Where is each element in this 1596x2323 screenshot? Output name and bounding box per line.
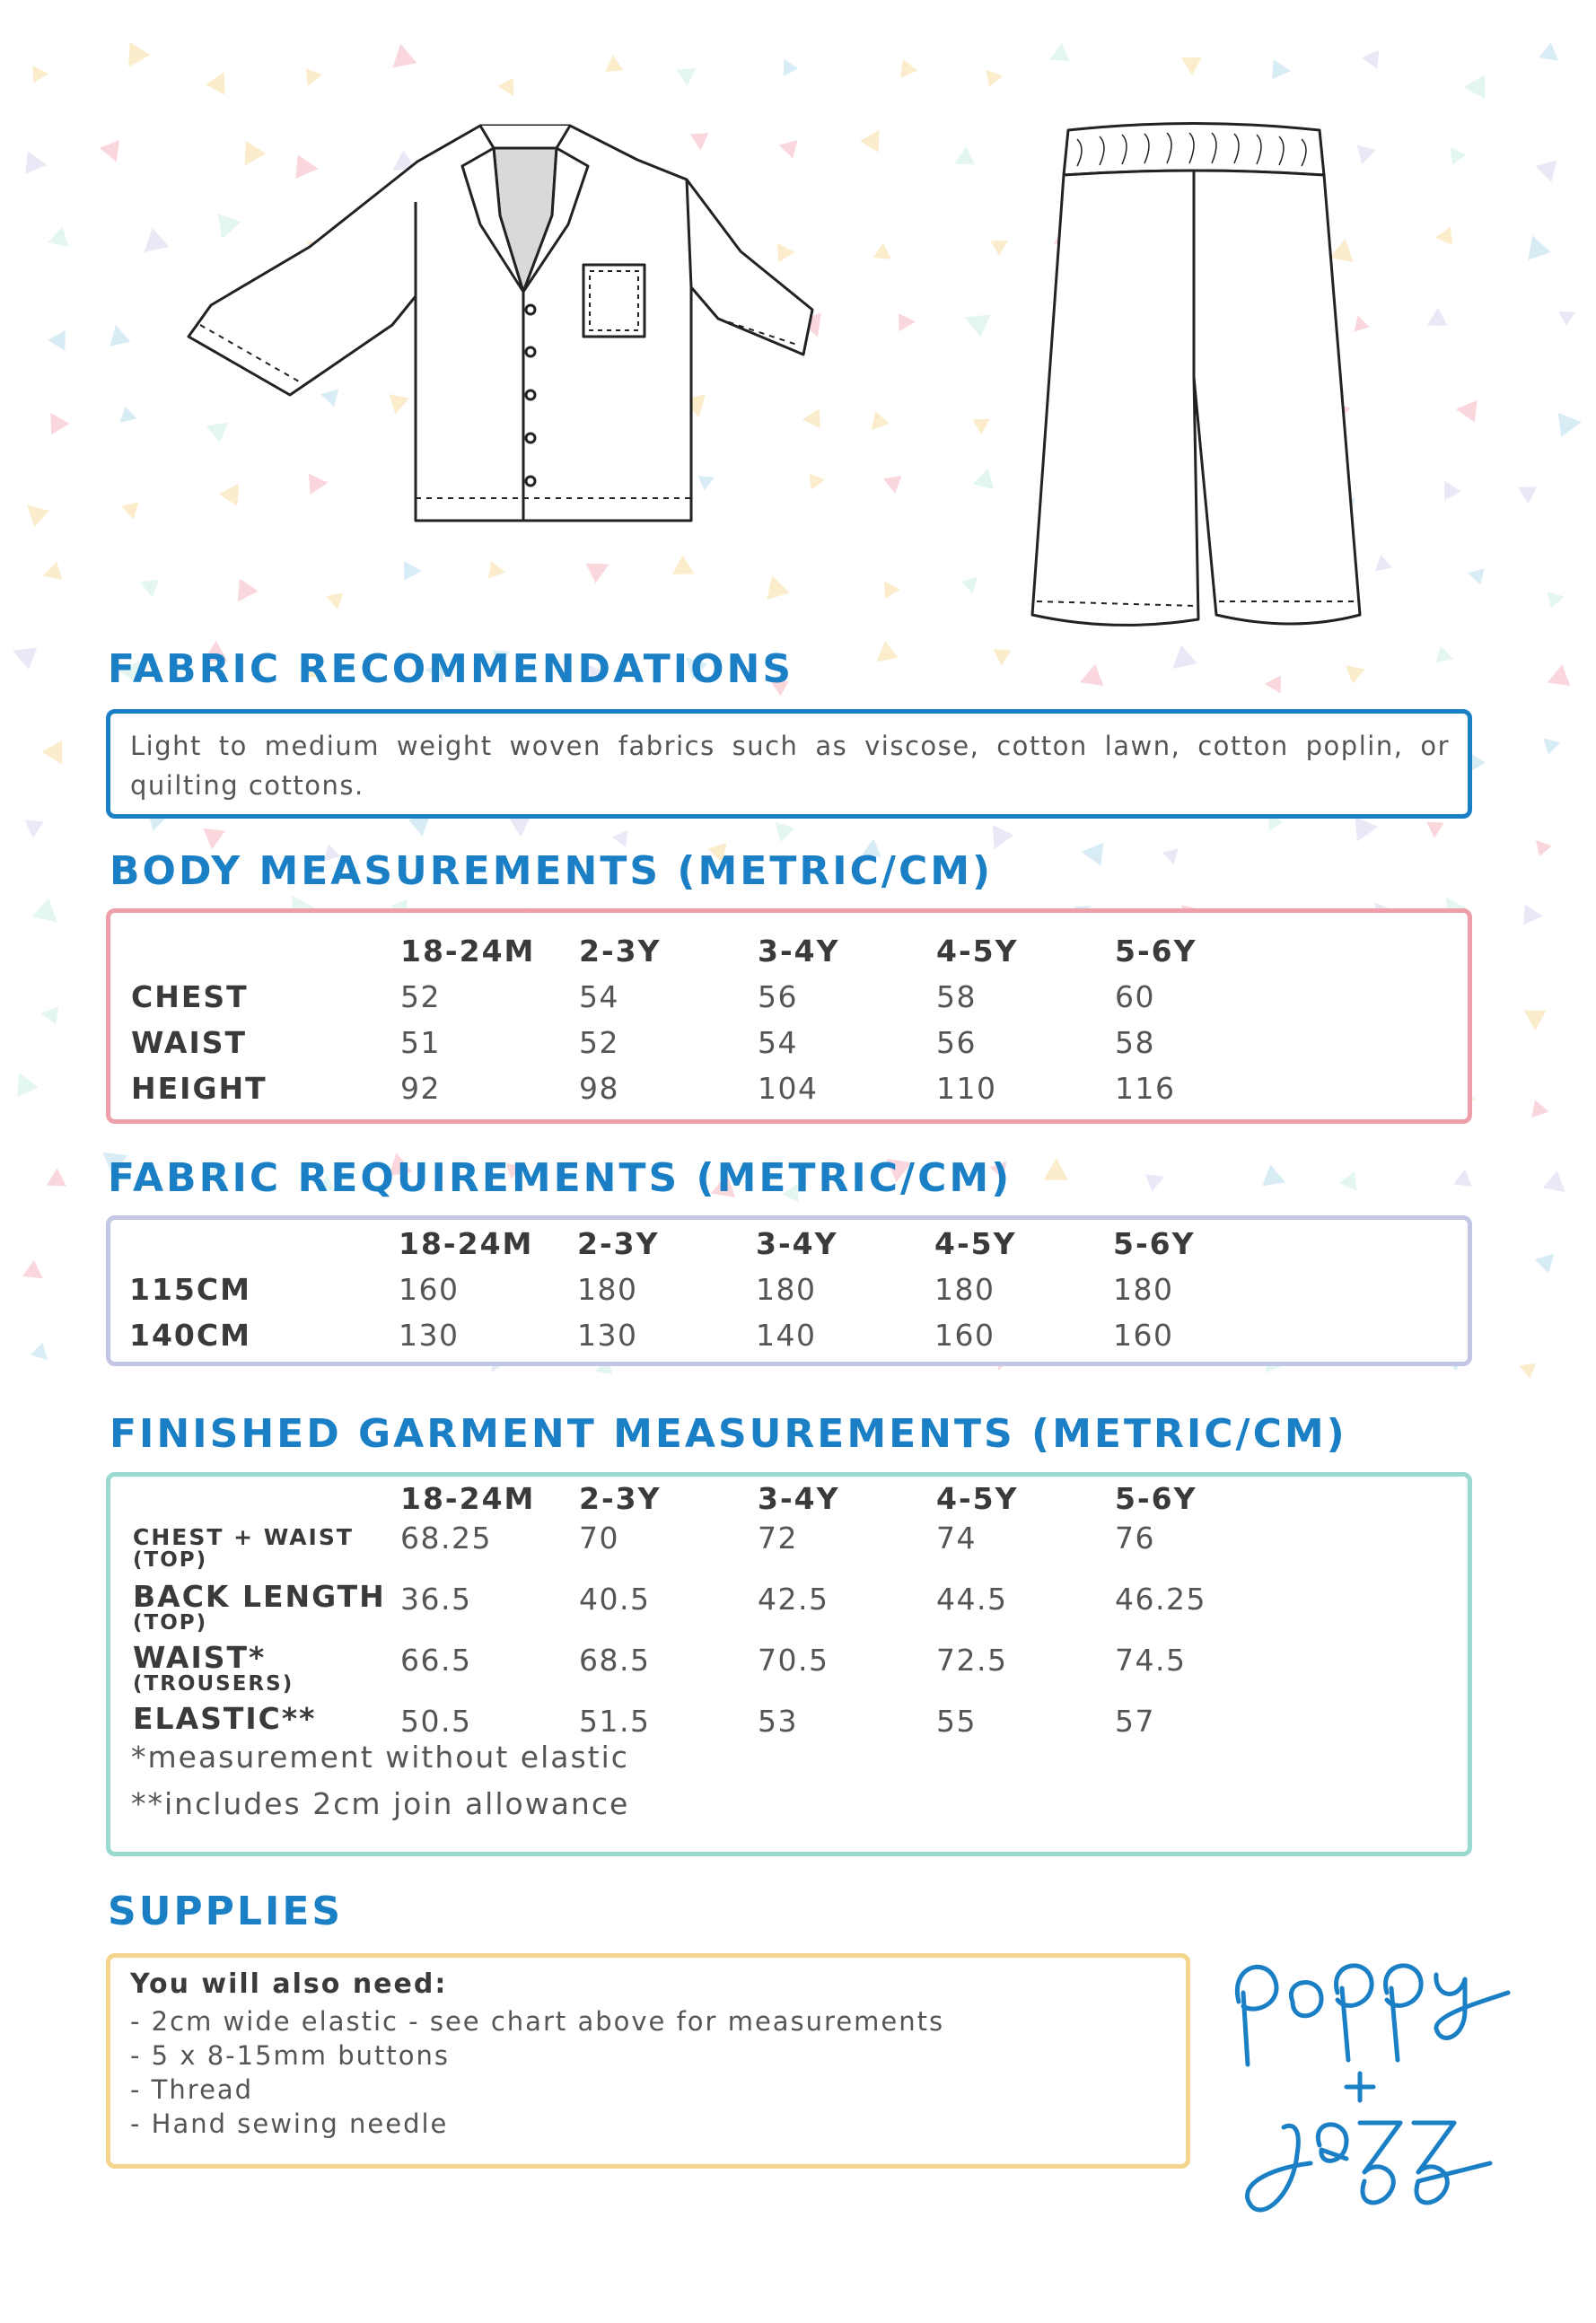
confetti-triangle xyxy=(969,469,994,495)
body-measurements-table xyxy=(131,934,1293,1117)
table-cell: 66.5 xyxy=(400,1643,472,1678)
table-cell: 56 xyxy=(758,979,798,1014)
supplies-box xyxy=(106,1953,1190,2169)
row-label: WAIST xyxy=(131,1025,248,1060)
confetti-triangle xyxy=(1162,848,1182,866)
table-cell: 76 xyxy=(1115,1521,1155,1556)
confetti-triangle xyxy=(508,816,531,837)
confetti-triangle xyxy=(100,140,127,166)
confetti-triangle xyxy=(870,641,899,670)
confetti-triangle xyxy=(136,228,169,262)
confetti-triangle xyxy=(677,60,702,85)
confetti-triangle xyxy=(1181,57,1202,76)
confetti-triangle xyxy=(136,574,159,597)
confetti-triangle xyxy=(1466,565,1484,584)
size-header: 18-24M xyxy=(400,934,536,969)
supplies-item: - 5 x 8-15mm buttons xyxy=(130,2040,451,2071)
confetti-triangle xyxy=(48,325,74,350)
table-cell: 46.25 xyxy=(1115,1582,1206,1617)
confetti-triangle xyxy=(41,741,72,770)
confetti-triangle xyxy=(1425,821,1444,838)
table-cell: 54 xyxy=(579,979,619,1014)
confetti-triangle xyxy=(1361,48,1380,69)
table-cell: 72.5 xyxy=(936,1643,1008,1678)
confetti-triangle xyxy=(1539,42,1564,68)
table-cell: 70.5 xyxy=(758,1643,829,1678)
supplies-list xyxy=(130,2004,944,2141)
header-row xyxy=(131,934,1293,979)
confetti-triangle xyxy=(1044,1158,1068,1180)
confetti-triangle xyxy=(118,497,139,519)
fabric-recommendations-text: Light to medium weight woven fabrics such as viscose, cotton lawn, cotton poplin, or quilting cottons. xyxy=(130,731,1450,801)
confetti-triangle xyxy=(586,555,614,583)
row-label-cell xyxy=(133,1640,400,1704)
row-sublabel: (TOP) xyxy=(133,1611,208,1635)
confetti-triangle xyxy=(40,562,63,585)
table-row xyxy=(133,1521,1293,1582)
size-header: 18-24M xyxy=(399,1226,534,1261)
row-label-cell xyxy=(133,1521,400,1582)
table-cell: 58 xyxy=(1115,1025,1155,1060)
table-row xyxy=(131,1025,1293,1071)
confetti-triangle xyxy=(1436,477,1461,501)
table-cell: 44.5 xyxy=(936,1582,1008,1617)
table-cell: 74 xyxy=(936,1521,977,1556)
finished-garment-title: FINISHED GARMENT MEASUREMENTS (METRIC/CM) xyxy=(110,1411,1347,1457)
confetti-triangle xyxy=(404,561,422,581)
row-label: 115CM xyxy=(129,1272,251,1307)
confetti-triangle xyxy=(1455,398,1478,422)
size-header: 5-6Y xyxy=(1115,1481,1197,1516)
confetti-triangle xyxy=(1265,675,1281,693)
confetti-triangle xyxy=(1435,646,1455,668)
table-cell: 68.25 xyxy=(400,1521,492,1556)
confetti-triangle xyxy=(1145,1168,1168,1191)
table-cell: 42.5 xyxy=(758,1582,829,1617)
confetti-triangle xyxy=(22,1260,48,1287)
confetti-triangle xyxy=(1548,588,1566,608)
confetti-triangle xyxy=(612,825,635,847)
table-cell: 180 xyxy=(934,1272,995,1307)
row-label: BACK LENGTH xyxy=(133,1579,386,1614)
header-blank xyxy=(133,1481,400,1521)
confetti-triangle xyxy=(31,1343,54,1366)
confetti-triangle xyxy=(1543,664,1570,693)
confetti-triangle xyxy=(1521,232,1550,260)
confetti-triangle xyxy=(776,55,798,76)
finished-garment-note-1: *measurement without elastic xyxy=(131,1740,629,1775)
table-cell: 110 xyxy=(936,1071,997,1106)
size-header: 3-4Y xyxy=(758,934,840,969)
confetti-triangle xyxy=(327,592,346,611)
confetti-triangle xyxy=(1531,1100,1550,1120)
size-header: 3-4Y xyxy=(758,1481,840,1516)
table-cell: 160 xyxy=(934,1318,995,1353)
supplies-item: - Thread xyxy=(130,2074,254,2105)
confetti-triangle xyxy=(105,323,130,346)
confetti-triangle xyxy=(1339,1168,1364,1191)
confetti-triangle xyxy=(1534,1247,1561,1274)
size-header: 18-24M xyxy=(400,1481,536,1516)
confetti-triangle xyxy=(41,408,69,435)
confetti-triangle xyxy=(228,579,258,608)
finished-garment-table xyxy=(133,1481,1293,1765)
confetti-triangle xyxy=(45,227,68,252)
row-label: 140CM xyxy=(129,1318,251,1353)
table-cell: 36.5 xyxy=(400,1582,472,1617)
confetti-triangle xyxy=(1370,555,1392,577)
table-cell: 54 xyxy=(758,1025,798,1060)
table-row xyxy=(131,979,1293,1025)
table-cell: 74.5 xyxy=(1115,1643,1187,1678)
table-cell: 160 xyxy=(399,1272,460,1307)
confetti-triangle xyxy=(1422,308,1447,334)
size-header: 4-5Y xyxy=(934,1226,1017,1261)
table-row xyxy=(129,1272,1292,1318)
body-measurements-title: BODY MEASUREMENTS (METRIC/CM) xyxy=(110,848,994,894)
row-sublabel: (TROUSERS) xyxy=(133,1672,294,1696)
confetti-triangle xyxy=(1516,1358,1536,1379)
confetti-triangle xyxy=(877,576,900,599)
table-row xyxy=(133,1643,1293,1704)
confetti-triangle xyxy=(1523,904,1544,926)
confetti-triangle xyxy=(993,649,1012,666)
confetti-triangle xyxy=(1080,840,1103,865)
row-label: CHEST + WAIST xyxy=(133,1524,354,1550)
supplies-heading: You will also need: xyxy=(130,1968,448,2000)
confetti-triangle xyxy=(39,1004,58,1025)
size-header: 2-3Y xyxy=(579,934,662,969)
confetti-triangle xyxy=(488,561,507,581)
table-cell: 130 xyxy=(399,1318,460,1353)
confetti-triangle xyxy=(114,407,136,429)
size-header: 2-3Y xyxy=(577,1226,660,1261)
pyjama-shirt-icon xyxy=(184,117,929,539)
table-cell: 58 xyxy=(936,979,977,1014)
table-cell: 52 xyxy=(579,1025,619,1060)
table-cell: 56 xyxy=(936,1025,977,1060)
table-cell: 55 xyxy=(936,1704,977,1739)
row-label: ELASTIC** xyxy=(133,1701,317,1736)
confetti-triangle xyxy=(961,571,984,593)
confetti-triangle xyxy=(972,419,989,435)
confetti-triangle xyxy=(20,497,49,528)
confetti-triangle xyxy=(1538,732,1561,755)
table-cell: 51 xyxy=(400,1025,441,1060)
size-header: 4-5Y xyxy=(936,1481,1019,1516)
table-cell: 72 xyxy=(758,1521,798,1556)
table-cell: 104 xyxy=(758,1071,819,1106)
confetti-triangle xyxy=(987,67,1004,87)
size-header: 2-3Y xyxy=(579,1481,662,1516)
fabric-requirements-table xyxy=(129,1226,1292,1363)
confetti-triangle xyxy=(1558,410,1583,437)
fabric-recommendations-title: FABRIC RECOMMENDATIONS xyxy=(108,646,794,692)
confetti-triangle xyxy=(960,306,990,337)
confetti-triangle xyxy=(1530,835,1551,856)
size-header: 4-5Y xyxy=(936,934,1019,969)
confetti-triangle xyxy=(604,55,623,72)
table-row xyxy=(133,1582,1293,1643)
finished-garment-note-2: **includes 2cm join allowance xyxy=(131,1786,630,1821)
confetti-triangle xyxy=(8,1068,38,1097)
table-cell: 92 xyxy=(400,1071,441,1106)
confetti-triangle xyxy=(768,815,795,842)
confetti-triangle xyxy=(9,640,38,670)
poppy-jazz-logo xyxy=(1221,1939,1526,2235)
confetti-triangle xyxy=(672,556,699,583)
confetti-triangle xyxy=(1453,1168,1474,1187)
header-blank xyxy=(131,934,400,979)
confetti-triangle xyxy=(201,828,225,851)
confetti-triangle xyxy=(1272,59,1292,81)
table-cell: 68.5 xyxy=(579,1643,651,1678)
confetti-triangle xyxy=(1443,142,1467,164)
table-cell: 70 xyxy=(579,1521,619,1556)
confetti-triangle xyxy=(1262,1165,1289,1194)
row-sublabel: (TOP) xyxy=(133,1548,208,1572)
confetti-triangle xyxy=(47,1168,67,1187)
confetti-triangle xyxy=(1075,664,1103,694)
confetti-triangle xyxy=(1046,43,1070,68)
confetti-triangle xyxy=(32,899,66,932)
confetti-triangle xyxy=(25,152,48,177)
table-row xyxy=(131,1071,1293,1117)
confetti-triangle xyxy=(33,65,49,83)
confetti-triangle xyxy=(955,145,976,164)
confetti-triangle xyxy=(1524,1011,1547,1030)
confetti-triangle xyxy=(1434,227,1452,247)
size-header: 3-4Y xyxy=(756,1226,838,1261)
supplies-item: - 2cm wide elastic - see chart above for measurements xyxy=(130,2006,945,2037)
confetti-triangle xyxy=(118,42,151,74)
size-header: 5-6Y xyxy=(1113,1226,1196,1261)
confetti-triangle xyxy=(1543,1170,1573,1200)
confetti-triangle xyxy=(893,59,917,83)
confetti-triangle xyxy=(23,820,44,838)
table-cell: 53 xyxy=(758,1704,798,1739)
header-blank xyxy=(129,1226,399,1272)
confetti-triangle xyxy=(990,233,1012,256)
confetti-triangle xyxy=(1513,478,1538,504)
confetti-triangle xyxy=(760,573,789,600)
supplies-title: SUPPLIES xyxy=(108,1889,344,1934)
table-cell: 51.5 xyxy=(579,1704,651,1739)
table-cell: 180 xyxy=(577,1272,638,1307)
row-label-cell xyxy=(133,1579,400,1643)
pyjama-trousers-icon xyxy=(1023,117,1364,655)
table-cell: 180 xyxy=(756,1272,817,1307)
confetti-triangle xyxy=(389,41,417,67)
row-label: CHEST xyxy=(131,979,249,1014)
fabric-requirements-title: FABRIC REQUIREMENTS (METRIC/CM) xyxy=(108,1155,1013,1201)
table-cell: 52 xyxy=(400,979,441,1014)
header-row xyxy=(133,1481,1293,1521)
table-cell: 116 xyxy=(1115,1071,1176,1106)
table-cell: 50.5 xyxy=(400,1704,472,1739)
table-cell: 40.5 xyxy=(579,1582,651,1617)
table-cell: 98 xyxy=(579,1071,619,1106)
confetti-triangle xyxy=(498,77,522,100)
confetti-triangle xyxy=(1463,75,1485,100)
table-cell: 130 xyxy=(577,1318,638,1353)
size-header: 5-6Y xyxy=(1115,934,1197,969)
confetti-triangle xyxy=(1554,304,1574,326)
confetti-triangle xyxy=(206,67,234,95)
header-row xyxy=(129,1226,1292,1272)
table-cell: 57 xyxy=(1115,1704,1155,1739)
row-label: HEIGHT xyxy=(131,1071,267,1106)
supplies-item: - Hand sewing needle xyxy=(130,2108,449,2139)
confetti-triangle xyxy=(1339,658,1365,684)
confetti-triangle xyxy=(1535,160,1562,185)
table-cell: 160 xyxy=(1113,1318,1174,1353)
row-label: WAIST* xyxy=(133,1640,267,1675)
confetti-triangle xyxy=(300,68,322,90)
fabric-recommendations-box xyxy=(106,709,1472,819)
table-cell: 60 xyxy=(1115,979,1155,1014)
table-row xyxy=(129,1318,1292,1363)
table-cell: 140 xyxy=(756,1318,817,1353)
table-cell: 180 xyxy=(1113,1272,1174,1307)
